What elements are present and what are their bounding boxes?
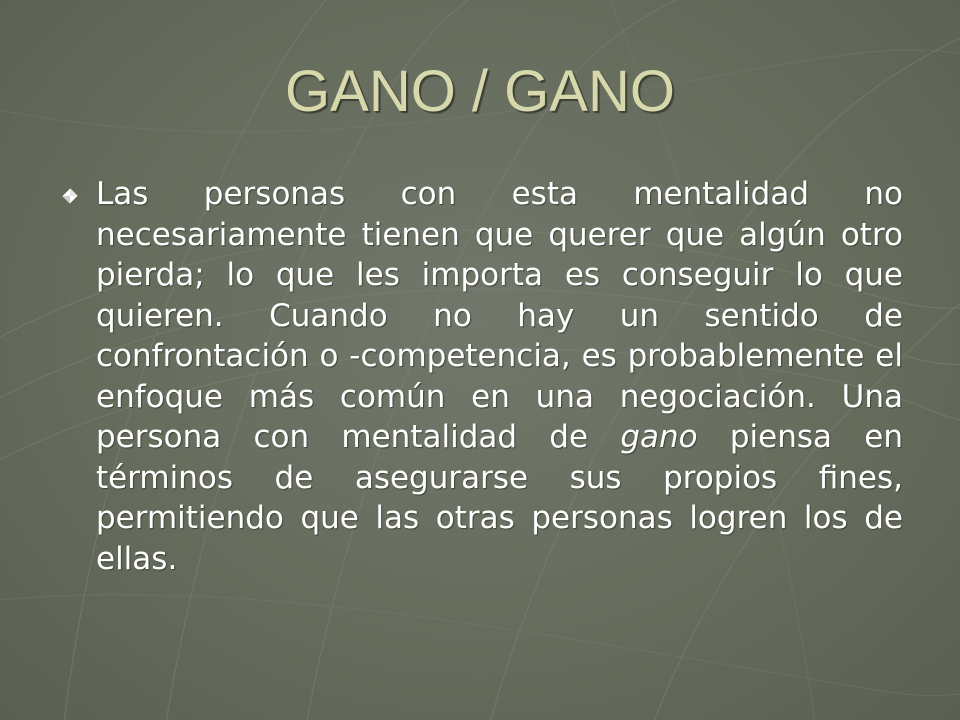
slide-title: GANO / GANO xyxy=(285,59,675,124)
bullet-text xyxy=(96,174,903,579)
bullet-text-part-1: Las personas con esta mentalidad no necesariamente tienen que querer que algún otro pierda; lo que les importa es conseguir lo que quieren. Cuando no hay un sentido de confrontación o -competencia, es probablemente el enfoque más común en una negociación. Una persona con mentalidad de xyxy=(96,176,903,455)
bullet-text-part-2: piensa en términos de asegurarse sus propios fines, permitiendo que las otras personas logren los de ellas. xyxy=(96,419,903,577)
slide-content xyxy=(58,174,903,579)
bullet-text-italic-word: gano xyxy=(620,419,698,455)
diamond-bullet-icon xyxy=(60,186,80,206)
bullet-item xyxy=(58,174,903,579)
